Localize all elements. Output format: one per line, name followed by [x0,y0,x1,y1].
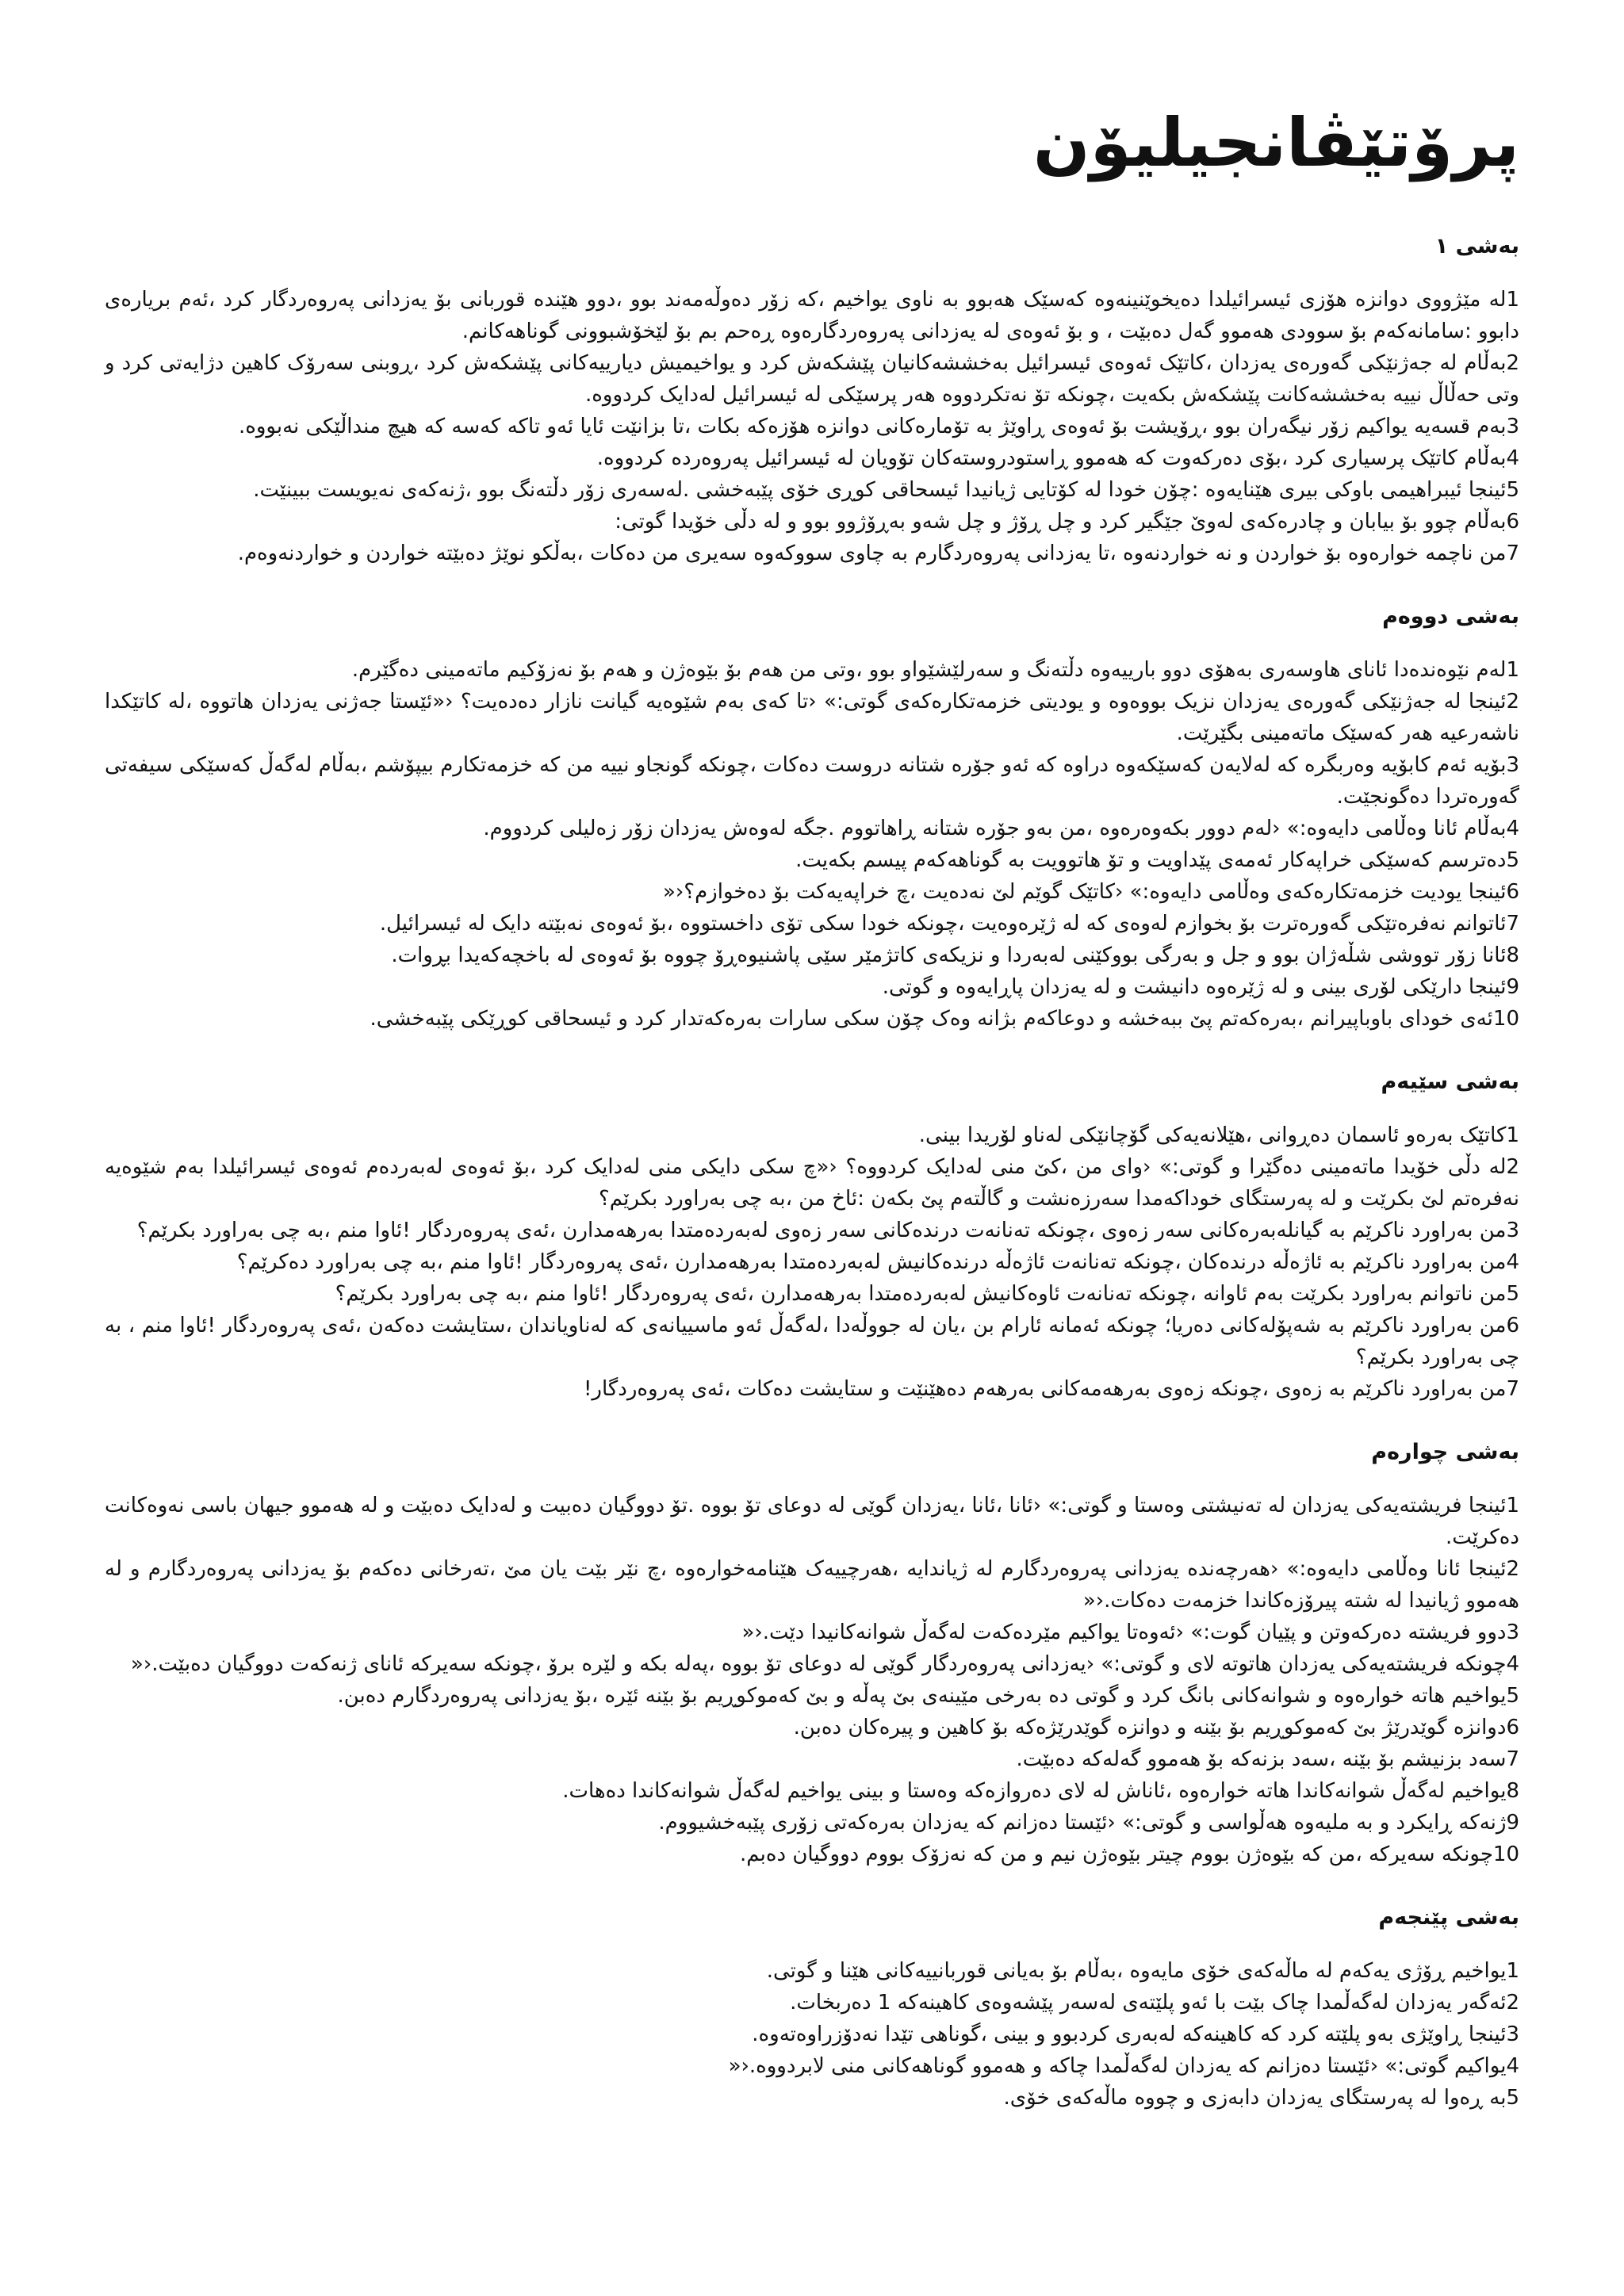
verse: 4بەڵام کاتێک پرسیاری کرد ،بۆی دەرکەوت کە هەموو ڕاستودروستەکان تۆویان لە ئیسرائیل پەروەردە کردووە. [596,446,1519,470]
verse: 4بەڵام ئانا وەڵامی دایەوە:» ‹لەم دوور بکەوەرەوە ،من بەو جۆرە شتانە ڕاهاتووم .جگە لەوەش یەزدان زۆر زەلیلی کردووم. [483,816,1519,840]
verse: 4یواکیم گوتی:» ‹ئێستا دەزانم کە یەزدان لەگەڵمدا چاکە و هەموو گوناهەکانی منی لابردووە.‹« [728,2054,1519,2079]
verse: 1کاتێک بەرەو ئاسمان دەڕوانی ،هێلانەیەکی گۆچانێکی لەناو لۆریدا بینی. [918,1123,1519,1148]
chapter [105,1904,1519,2114]
verse: 7من ناچمە خوارەوە بۆ خواردن و نە خواردنەوە ،تا یەزدانی پەروەردگارم بە چاوی سووکەوە سەیری من دەکات ،بەڵکو نوێژ دەبێتە خواردن و خواردنەوەم. [237,541,1519,565]
verse: 4من بەراورد ناکرێم بە ئاژەڵە درندەکان ،چونکە تەنانەت ئاژەڵە درندەکانیش لەبەردەمتدا بەرهەمدارن ،ئەی پەروەردگار !ئاوا منم ،بە چی بەراورد دەکرێم؟ [236,1250,1519,1275]
verse: 9ژنەکە ڕایکرد و بە ملیەوە هەڵواسی و گوتی:» ‹ئێستا دەزانم کە یەزدان بەرەکەتی زۆری پێبەخشیووم. [658,1811,1519,1835]
verse: 3بۆیە ئەم کابۆیە وەربگرە کە لەلایەن کەسێکەوە دراوە کە ئەو جۆرە شتانە دروست دەکات ،چونکە گونجاو نییە من کە خزمەتکارم بیپۆشم ،بەڵام لەگەڵ کەسێکی سیفەتی گەورەتردا دەگونجێت. [105,752,1519,809]
verse: 6دوانزە گوێدرێژ بێ کەموکوڕیم بۆ بێنە و دوانزە گوێدرێژەکە بۆ کاهین و پیرەکان دەبن. [793,1716,1519,1740]
verse: 7سەد بزنیشم بۆ بێنە ،سەد بزنەکە بۆ هەموو گەلەکە دەبێت. [1016,1747,1519,1772]
verse: 5بە ڕەوا لە پەرستگای یەزدان دابەزی و چووە ماڵەکەی خۆی. [1003,2086,1519,2110]
verse: 6ئینجا یودیت خزمەتکارەکەی وەڵامی دایەوە:» ‹کاتێک گوێم لێ نەدەیت ،چ خراپەیەکت بۆ دەخوازم؟‹« [662,879,1519,904]
verse: 9ئینجا دارێکی لۆری بینی و لە ژێرەوە دانیشت و لە یەزدان پاڕایەوە و گوتی. [882,974,1519,999]
verse: 2ئەگەر یەزدان لەگەڵمدا چاک بێت با ئەو پلێتەی لەسەر پێشەوەی کاهینەکە 1 دەربخات. [790,1991,1519,2015]
verse: 2بەڵام لە جەژنێکی گەورەی یەزدان ،کاتێک ئەوەی ئیسرائیل بەخششەکانیان پێشکەش کرد و یواخیمیش دیارییەکانی پێشکەش کرد ،ڕوبنی سەرۆک کاهین دژایەتی کرد و وتی حەڵاڵ نییە بەخششەکانت پێشکەش بکەیت ،چونکە تۆ نەتکردووە هەر پرسێکی لە ئیسرائیل لەدایک کردووە. [105,350,1519,407]
chapter [105,1068,1519,1405]
chapter-heading: بەشی پێنجەم [1378,1905,1519,1931]
verse: 7من بەراورد ناکرێم بە زەوی ،چونکە زەوی بەرهەمەکانی بەرهەم دەهێنێت و ستایشت دەکات ،ئەی پەروەردگار! [583,1377,1519,1402]
chapter-heading: بەشی چوارەم [1371,1440,1519,1465]
verse-list [105,1955,1519,2114]
verse: 10چونکە سەیرکە ،من کە بێوەژن بووم چیتر بێوەژن نیم و من کە نەزۆک بووم دووگیان دەبم. [740,1843,1519,1867]
verse: 2ئینجا ئانا وەڵامی دایەوە:» ‹هەرچەندە یەزدانی پەروەردگارم لە ژیاندایە ،هەرچییەک هێنامەخوارەوە ،چ نێر بێت یان مێ ،تەرخانی دەکەم بۆ یەزدانی پەروەردگارم و لە هەموو ژیانیدا لە شتە پیرۆزەکاندا خزمەت دەکات.‹« [105,1557,1519,1613]
verse-list [105,1490,1519,1870]
chapter-heading: بەشی دووەم [1382,603,1519,629]
verse: 3دوو فریشتە دەرکەوتن و پێیان گوت:» ‹ئەوەتا یواکیم مێردەکەت لەگەڵ شوانەکانیدا دێت.‹« [741,1621,1519,1645]
verse: 5دەترسم کەسێکی خراپەکار ئەمەی پێداویت و تۆ هاتوویت بە گوناهەکەم پیسم بکەیت. [795,848,1519,872]
verse-list [105,1119,1519,1405]
verse: 5یواخیم هاتە خوارەوە و شوانەکانی بانگ کرد و گوتی دە بەرخی مێینەی بێ پەڵە و بێ کەموکوڕیم بۆ بێنە ئێرە ،بۆ یەزدانی پەروەردگارم دەبن. [337,1684,1519,1709]
verse: 10ئەی خودای باوباپیرانم ،بەرەکەتم پێ ببەخشە و دوعاکەم بژانە وەک چۆن سکی سارات بەرەکەتدار کرد و ئیسحاقی کوڕێکی پێبەخشی. [370,1006,1519,1031]
verse: 7ئاتوانم نەفرەتێکی گەورەترت بۆ بخوازم لەوەی کە لە ژێرەوەیت ،چونکە خودا سکی تۆی داخستووە ،بۆ ئەوەی نەبێتە دایک لە ئیسرائیل. [379,911,1519,936]
verse: 8یواخیم لەگەڵ شوانەکاندا هاتە خوارەوە ،ئاناش لە لای دەروازەکە وەستا و بینی یواخیم لەگەڵ شوانەکاندا دەهات. [562,1779,1519,1804]
verse: 1لە مێژووی دوانزە هۆزی ئیسرائیلدا دەیخوێنینەوە کەسێک هەبوو بە ناوی یواخیم ،کە زۆر دەوڵەمەند بوو ،دوو هێندە قوربانی بۆ یەزدانی پەروەردگار کرد ،ئەم بریارەی دابوو :سامانەکەم بۆ سوودی هەموو گەل دەبێت ، و بۆ ئەوەی لە یەزدانی پەروەردگارەوە ڕەحم بم بۆ لێخۆشبوونی گوناهەکانم. [105,287,1519,343]
verse-list [105,654,1519,1035]
chapter [105,603,1519,1035]
verse: 2ئینجا لە جەژنێکی گەورەی یەزدان نزیک بووەوە و یودیتی خزمەتکارەکەی گوتی:» ‹تا کەی بەم شێوەیە گیانت نازار دەدەیت؟ ‹«ئێستا جەژنی یەزدان هاتووە ،لە کاتێکدا ناشەرعیە هەر کەسێک ماتەمینی بگێرێت. [105,689,1519,745]
document-title: پرۆتێڤانجیلیۆن [1032,104,1519,182]
verse-list [105,284,1519,569]
chapter [105,1438,1519,1870]
verse: 2لە دڵی خۆیدا ماتەمینی دەگێرا و گوتی:» ‹وای من ،کێ منی لەدایک کردووە؟ ‹«چ سکی دایکی منی لەدایک کرد ،بۆ ئەوەی لەبەردەم ئەوەی ئیسرائیلدا بەم شێوەیە نەفرەتم لێ بکرێت و لە پەرستگای خوداکەمدا سەرزەنشت و گاڵتەم پێ بکەن :ئاخ من ،بە چی بەراورد بکرێم؟ [105,1155,1519,1211]
verse: 6من بەراورد ناکرێم بە شەپۆلەکانی دەریا؛ چونکە ئەمانە ئارام بن ،یان لە جووڵەدا ،لەگەڵ ئەو ماسییانەی کە لەناویاندان ،ستایشت دەکەن ،ئەی پەروەردگار !ئاوا منم ، بە چی بەراورد بکرێم؟ [105,1314,1519,1370]
verse: 3بەم قسەیە یواکیم زۆر نیگەران بوو ،ڕۆیشت بۆ ئەوەی ڕاوێژ بە تۆمارەکانی دوانزە هۆزەکە بکات ،تا بزانێت ئایا ئەو تاکە کەسە کە هیچ منداڵێکی نەبووە. [238,414,1519,438]
verse: 4چونکە فریشتەیەکی یەزدان هاتوتە لای و گوتی:» ‹یەزدانی پەروەردگار گوێی لە دوعای تۆ بووە ،پەلە بکە و لێرە برۆ ،چونکە سەیرکە ئانای ژنەکەت دووگیان دەبێت.‹« [130,1652,1519,1677]
verse: 6بەڵام چوو بۆ بیابان و چادرەکەی لەوێ جێگیر کرد و چل ڕۆژ و چل شەو بەڕۆژوو بوو و لە دڵی خۆیدا گوتی: [615,509,1519,534]
chapter-heading: بەشی سێیەم [1381,1069,1519,1094]
verse: 5ئینجا ئیبراهیمی باوکی بیری هێنایەوە :چۆن خودا لە کۆتایی ژیانیدا ئیسحاقی کوڕی خۆی پێبەخشی .لەسەری زۆر دڵتەنگ بوو ،ژنەکەی نەیویست ببینێت. [253,477,1519,502]
verse: 1لەم نێوەندەدا ئانای هاوسەری بەهۆی دوو بارییەوە دڵتەنگ و سەرلێشێواو بوو ،وتی من هەم بۆ بێوەژن و هەم بۆ نەزۆکیم ماتەمینی دەگێرم. [351,657,1519,682]
verse: 3ئینجا ڕاوێژی بەو پلێتە کرد کە کاهینەکە لەبەری کردبوو و بینی ،گوناهی تێدا نەدۆزراوەتەوە. [752,2022,1519,2047]
verse: 1ئینجا فریشتەیەکی یەزدان لە تەنیشتی وەستا و گوتی:» ‹ئانا ،ئانا ،یەزدان گوێی لە دوعای تۆ بووە .تۆ دووگیان دەبیت و لەدایک دەبێت و لە هەموو جیهان باسی نەوەکانت دەکرێت. [105,1494,1519,1550]
verse: 3من بەراورد ناکرێم بە گیانلەبەرەکانی سەر زەوی ،چونکە تەنانەت درندەکانی سەر زەوی لەبەردەمتدا بەرهەمدارن ،ئەی پەروەردگار !ئاوا منم ،بە چی بەراورد بکرێم؟ [136,1219,1519,1243]
chapters-container [105,232,1519,2114]
verse: 8ئانا زۆر تووشی شڵەژان بوو و جل و بەرگی بووکێنی لەبەردا و نزیکەی کاتژمێر سێی پاشنیوەڕۆ چووە بۆ ئەوەی لە باخچەکەیدا بڕوات. [391,943,1519,967]
verse: 1یواخیم ڕۆژی یەکەم لە ماڵەکەی خۆی مایەوە ،بەڵام بۆ بەیانی قوربانییەکانی هێنا و گوتی. [766,1959,1519,1984]
chapter [105,232,1519,569]
chapter-heading: بەشی ١ [1434,233,1519,258]
verse: 5من ناتوانم بەراورد بکرێت بەم ئاوانە ،چونکە تەنانەت ئاوەکانیش لەبەردەمتدا بەرهەمدارن ،ئەی پەروەردگار !ئاوا منم ،بە چی بەراورد بکرێم؟ [335,1282,1519,1307]
